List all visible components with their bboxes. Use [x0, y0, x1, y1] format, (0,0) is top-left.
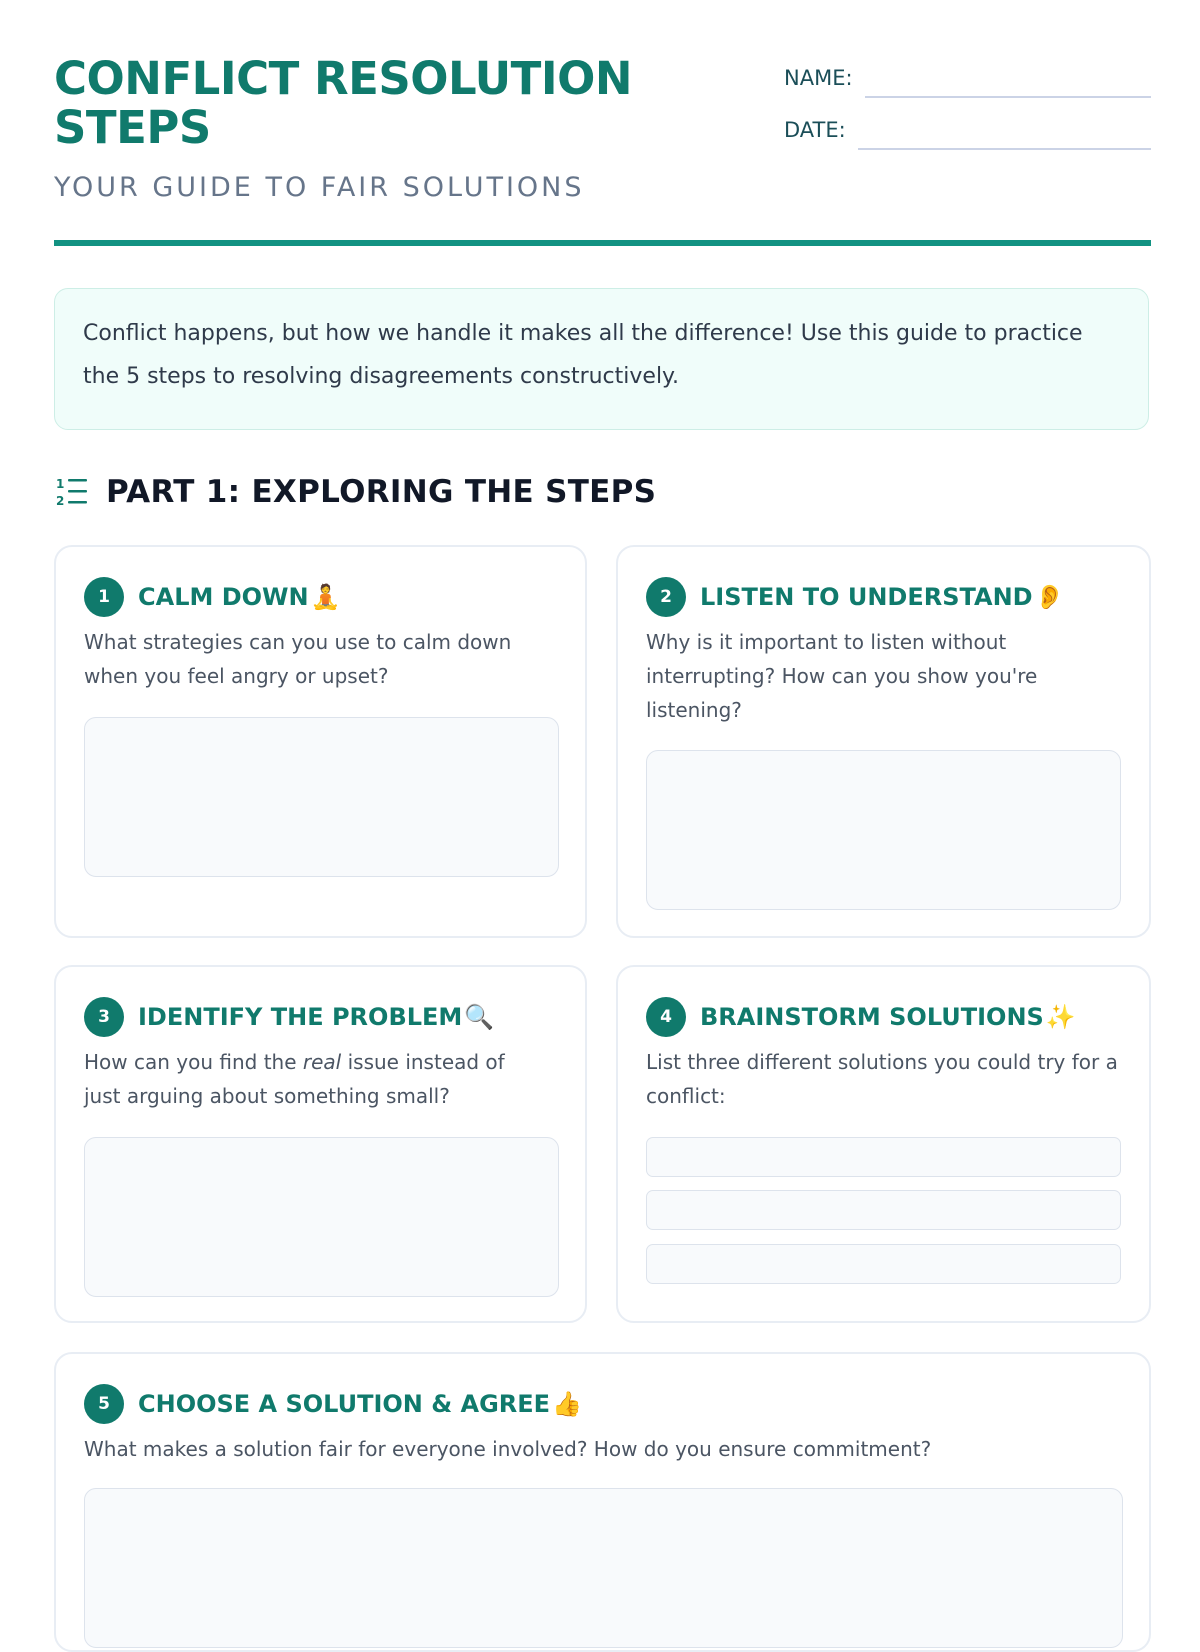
name-input-line[interactable] — [865, 64, 1151, 98]
date-field[interactable] — [784, 110, 1151, 150]
step-header — [84, 1382, 582, 1426]
step-header — [84, 995, 494, 1039]
step-title: IDENTIFY THE PROBLEM — [138, 1003, 463, 1031]
step-title: LISTEN TO UNDERSTAND — [700, 583, 1033, 611]
worksheet-header — [54, 48, 1151, 248]
date-input-line[interactable] — [858, 116, 1151, 150]
sparkles-icon: ✨ — [1045, 1003, 1076, 1031]
solution-line-2[interactable] — [646, 1190, 1121, 1230]
section-heading — [54, 470, 656, 514]
name-field[interactable] — [784, 58, 1151, 98]
step-title: BRAINSTORM SOLUTIONS — [700, 1003, 1044, 1031]
page-title: CONFLICT RESOLUTION STEPS — [54, 52, 633, 154]
prompt-text: How can you find the — [84, 1050, 303, 1074]
step-header — [84, 575, 341, 619]
meditation-icon: 🧘 — [310, 583, 341, 611]
name-label: NAME: — [784, 66, 853, 90]
step-card-choose-solution — [54, 1352, 1151, 1652]
step-number-badge: 1 — [84, 577, 124, 617]
step-header — [646, 995, 1076, 1039]
worksheet-page — [54, 0, 1151, 1600]
step-number-badge: 4 — [646, 997, 686, 1037]
intro-callout: Conflict happens, but how we handle it makes all the difference! Use this guide to practice the 5 steps to resolving disagreements constructively. — [54, 288, 1149, 430]
step-prompt: List three different solutions you could try for a conflict: — [646, 1050, 1118, 1108]
step-number-badge: 5 — [84, 1384, 124, 1424]
numbered-list-icon — [54, 475, 88, 509]
step-card-listen — [616, 545, 1151, 938]
step-header — [646, 575, 1064, 619]
step-title: CALM DOWN — [138, 583, 309, 611]
magnifier-icon: 🔍 — [464, 1003, 495, 1031]
prompt-emphasis: real — [302, 1050, 342, 1074]
solution-line-1[interactable] — [646, 1137, 1121, 1177]
svg-text:2: 2 — [56, 494, 65, 508]
answer-box[interactable] — [84, 717, 559, 877]
step-prompt — [84, 1045, 544, 1113]
step-number-badge: 3 — [84, 997, 124, 1037]
step-card-brainstorm — [616, 965, 1151, 1323]
answer-box[interactable] — [84, 1488, 1123, 1648]
section-title: PART 1: EXPLORING THE STEPS — [106, 474, 657, 510]
date-label: DATE: — [784, 118, 846, 142]
step-prompt: Why is it important to listen without interrupting? How can you show you're listening? — [646, 630, 1038, 722]
answer-box[interactable] — [84, 1137, 559, 1297]
page-subtitle: YOUR GUIDE TO FAIR SOLUTIONS — [54, 172, 585, 203]
step-title: CHOOSE A SOLUTION & AGREE — [138, 1390, 551, 1418]
prompt-text: issue instead of just arguing about something small? — [84, 1050, 505, 1108]
step-prompt: What strategies can you use to calm down when you feel angry or upset? — [84, 630, 512, 688]
answer-box[interactable] — [646, 750, 1121, 910]
ear-icon: 👂 — [1034, 583, 1065, 611]
thumbs-up-icon: 👍 — [552, 1390, 582, 1418]
step-card-calm-down — [54, 545, 587, 938]
header-divider — [54, 240, 1151, 246]
solution-line-3[interactable] — [646, 1244, 1121, 1284]
step-prompt: What makes a solution fair for everyone involved? How do you ensure commitment? — [84, 1437, 932, 1461]
step-card-identify-problem — [54, 965, 587, 1323]
step-number-badge: 2 — [646, 577, 686, 617]
svg-text:1: 1 — [56, 477, 65, 491]
